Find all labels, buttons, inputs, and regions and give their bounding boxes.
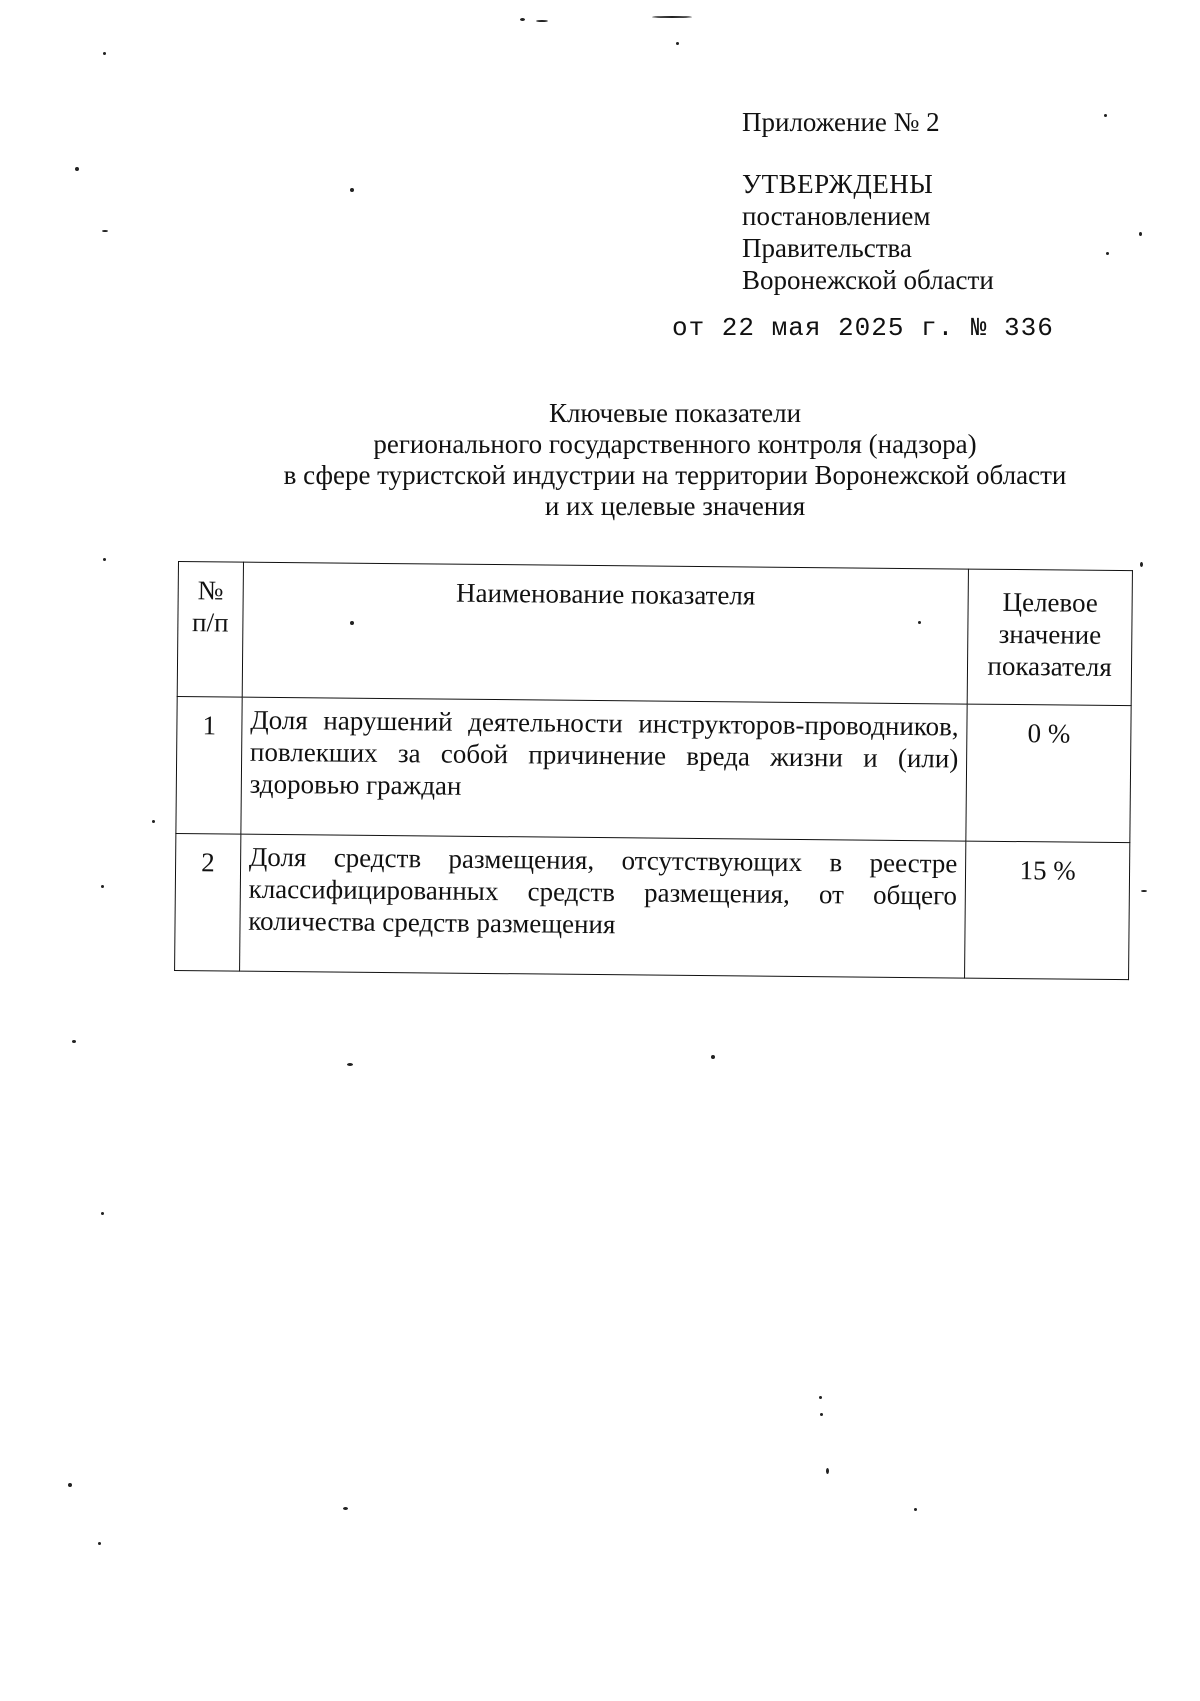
scan-speck [101, 1212, 104, 1215]
title-line: регионального государственного контроля (надзора) [373, 429, 977, 459]
scan-speck [914, 1508, 917, 1511]
scan-speck [820, 1413, 823, 1416]
decree-date-stamp: от 22 мая 2025 г. № 336 [672, 313, 1054, 343]
approved-line: постановлением [742, 201, 931, 231]
scan-speck [676, 42, 679, 45]
scan-speck [103, 558, 106, 561]
approved-line: Правительства [742, 233, 912, 263]
scan-speck [103, 52, 106, 55]
scan-speck [536, 20, 548, 22]
approved-line: Воронежской области [742, 265, 994, 295]
scan-speck [1106, 252, 1109, 255]
header-value: Целевое значение показателя [967, 569, 1132, 706]
scan-speck [711, 1055, 715, 1059]
scan-speck [72, 1040, 76, 1043]
row-value: 15 % [965, 841, 1130, 980]
scan-speck [652, 16, 692, 18]
scan-speck [347, 1063, 353, 1066]
row-name: Доля средств размещения, отсутствующих в реестре классифицированных средств размещения, от общего количества средств размещения [239, 834, 966, 978]
annex-number: Приложение № 2 [742, 107, 940, 137]
indicators-table [174, 561, 1133, 980]
scan-speck [68, 1483, 72, 1487]
scan-speck [826, 1468, 829, 1474]
row-value: 0 % [966, 704, 1131, 843]
row-num: 1 [176, 696, 242, 834]
scan-speck [1104, 114, 1107, 117]
scan-speck [343, 1507, 348, 1510]
title-line: и их целевые значения [544, 491, 806, 521]
header-num: № п/п [177, 562, 243, 698]
scan-speck [350, 188, 354, 192]
row-num: 2 [175, 833, 241, 971]
title-line: в сфере туристской индустрии на территории Воронежской области [283, 460, 1067, 490]
approval-block [742, 106, 994, 296]
row-name: Доля нарушений деятельности инструкторов-проводников, повлекших за собой причинение вреда жизни и (или) здоровью граждан [241, 697, 968, 841]
scan-speck [1139, 232, 1142, 236]
approved-heading: УТВЕРЖДЕНЫ [742, 169, 934, 199]
table-header-row [177, 562, 1132, 706]
header-name: Наименование показателя [242, 562, 969, 704]
scan-speck [152, 820, 155, 823]
scan-speck [102, 230, 108, 232]
scan-speck [98, 1542, 101, 1545]
scan-speck [1141, 890, 1147, 892]
table-row [175, 833, 1130, 979]
document-title [150, 398, 1200, 522]
scan-speck [75, 167, 79, 171]
scan-speck [819, 1396, 822, 1399]
scan-speck [520, 18, 525, 21]
scan-speck [1140, 562, 1143, 567]
table-row [176, 696, 1131, 842]
title-line: Ключевые показатели [548, 398, 802, 428]
scan-speck [101, 885, 104, 888]
